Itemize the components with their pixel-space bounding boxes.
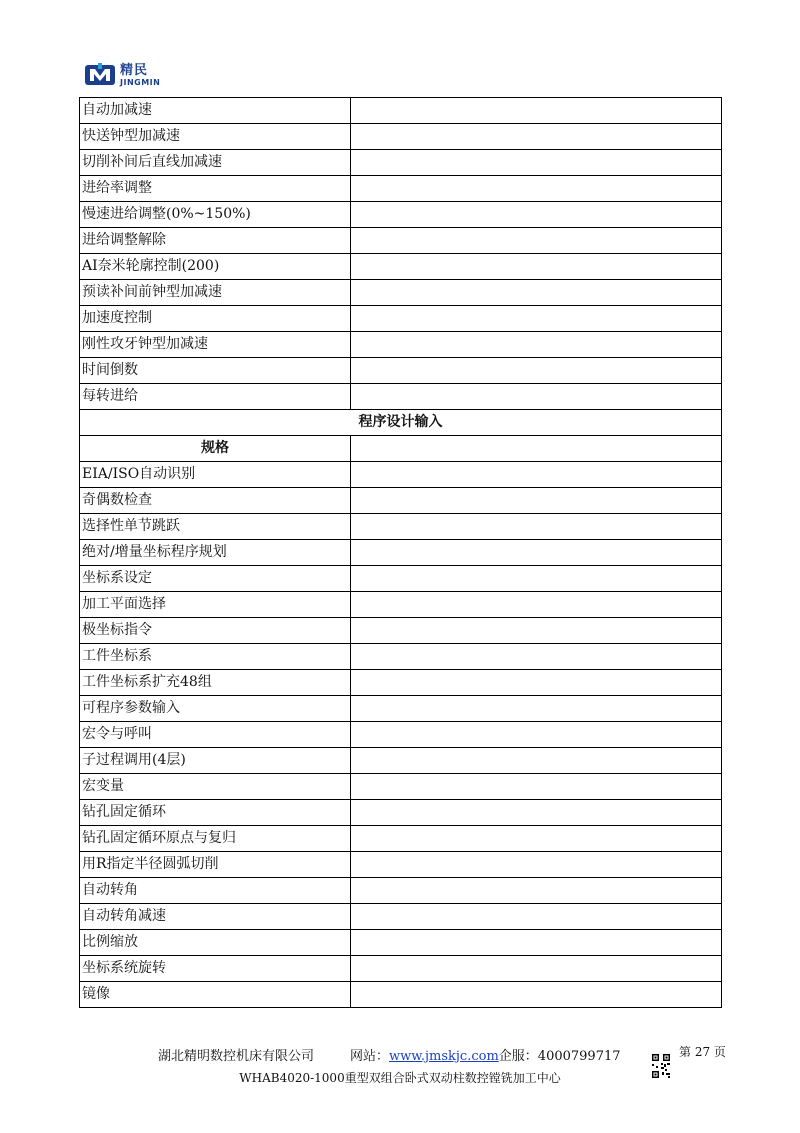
logo-english-text: JINGMIN xyxy=(120,77,161,87)
spec-item: AI奈米轮廓控制(200) xyxy=(80,254,351,280)
spec-item: 自动转角减速 xyxy=(80,904,351,930)
spec-item: 自动转角 xyxy=(80,878,351,904)
spec-item: EIA/ISO自动识别 xyxy=(80,462,351,488)
spec-value-cell xyxy=(351,332,722,358)
table-row xyxy=(80,228,722,254)
spec-value-cell xyxy=(351,748,722,774)
footer-tel: 4000799717 xyxy=(537,1049,621,1064)
spec-value-cell xyxy=(351,566,722,592)
table-row xyxy=(80,592,722,618)
spec-item: 加工平面选择 xyxy=(80,592,351,618)
footer-product: WHAB4020-1000重型双组合卧式双动柱数控镗铣加工中心 xyxy=(239,1071,561,1085)
spec-item: 宏令与呼叫 xyxy=(80,722,351,748)
spec-item: 选择性单节跳跃 xyxy=(80,514,351,540)
page-number: 第 27 页 xyxy=(679,1045,726,1059)
table-row xyxy=(80,644,722,670)
table-row xyxy=(80,202,722,228)
table-row xyxy=(80,150,722,176)
spec-value-cell xyxy=(351,826,722,852)
table-row xyxy=(80,566,722,592)
spec-section xyxy=(80,410,722,462)
spec-item: 慢速进给调整(0%~150%) xyxy=(80,202,351,228)
spec-value-cell xyxy=(351,280,722,306)
table-row xyxy=(80,878,722,904)
section-row xyxy=(80,410,722,436)
table-row xyxy=(80,384,722,410)
spec-value-cell xyxy=(351,228,722,254)
spec-item: 极坐标指令 xyxy=(80,618,351,644)
table-row xyxy=(80,956,722,982)
spec-table-body-a xyxy=(80,98,722,410)
spec-value-cell xyxy=(351,124,722,150)
table-row xyxy=(80,540,722,566)
spec-item: 切削补间后直线加减速 xyxy=(80,150,351,176)
table-row xyxy=(80,488,722,514)
table-row xyxy=(80,748,722,774)
spec-item: 奇偶数检查 xyxy=(80,488,351,514)
spec-value-cell xyxy=(351,540,722,566)
footer-company: 湖北精明数控机床有限公司 xyxy=(158,1049,315,1064)
table-row xyxy=(80,930,722,956)
table-row xyxy=(80,514,722,540)
table-row xyxy=(80,332,722,358)
table-row xyxy=(80,904,722,930)
table-row xyxy=(80,982,722,1008)
table-row xyxy=(80,358,722,384)
spec-item: 快送钟型加减速 xyxy=(80,124,351,150)
value-column-header xyxy=(351,436,722,462)
spec-value-cell xyxy=(351,384,722,410)
spec-item: 比例缩放 xyxy=(80,930,351,956)
spec-item: 每转进给 xyxy=(80,384,351,410)
spec-item: 钻孔固定循环 xyxy=(80,800,351,826)
spec-value-cell xyxy=(351,774,722,800)
spec-column-header: 规格 xyxy=(80,436,351,462)
spec-value-cell xyxy=(351,98,722,124)
table-row xyxy=(80,800,722,826)
table-row xyxy=(80,670,722,696)
spec-item: 用R指定半径圆弧切削 xyxy=(80,852,351,878)
spec-item: 坐标系设定 xyxy=(80,566,351,592)
spec-item: 子过程调用(4层) xyxy=(80,748,351,774)
spec-table-body-b xyxy=(80,462,722,1008)
spec-value-cell xyxy=(351,982,722,1008)
spec-item: 镜像 xyxy=(80,982,351,1008)
spec-item: 时间倒数 xyxy=(80,358,351,384)
spec-value-cell xyxy=(351,306,722,332)
section-title: 程序设计输入 xyxy=(80,410,722,436)
spec-item: 工件坐标系扩充48组 xyxy=(80,670,351,696)
spec-item: 进给率调整 xyxy=(80,176,351,202)
spec-item: 加速度控制 xyxy=(80,306,351,332)
brand-logo xyxy=(84,60,160,90)
spec-value-cell xyxy=(351,800,722,826)
footer-site-label: 网站： xyxy=(350,1049,390,1064)
spec-value-cell xyxy=(351,696,722,722)
table-row xyxy=(80,98,722,124)
spec-value-cell xyxy=(351,644,722,670)
table-row xyxy=(80,462,722,488)
table-row xyxy=(80,722,722,748)
logo-chinese-text: 精民 xyxy=(120,62,149,78)
spec-value-cell xyxy=(351,514,722,540)
spec-value-cell xyxy=(351,722,722,748)
spec-item: 可程序参数输入 xyxy=(80,696,351,722)
spec-value-cell xyxy=(351,592,722,618)
spec-item: 绝对/增量坐标程序规划 xyxy=(80,540,351,566)
spec-item: 坐标系统旋转 xyxy=(80,956,351,982)
table-row xyxy=(80,124,722,150)
spec-table xyxy=(79,97,722,1008)
table-row xyxy=(80,852,722,878)
footer-tel-label: 企服： xyxy=(498,1049,538,1064)
table-row xyxy=(80,618,722,644)
spec-value-cell xyxy=(351,254,722,280)
spec-value-cell xyxy=(351,462,722,488)
spec-value-cell xyxy=(351,878,722,904)
spec-item: 钻孔固定循环原点与复归 xyxy=(80,826,351,852)
table-row xyxy=(80,280,722,306)
spec-value-cell xyxy=(351,488,722,514)
table-row xyxy=(80,826,722,852)
table-row xyxy=(80,774,722,800)
footer-site xyxy=(350,1045,621,1064)
spec-item: 宏变量 xyxy=(80,774,351,800)
table-row xyxy=(80,254,722,280)
spec-value-cell xyxy=(351,150,722,176)
table-row xyxy=(80,696,722,722)
spec-value-cell xyxy=(351,852,722,878)
table-row xyxy=(80,306,722,332)
spec-value-cell xyxy=(351,202,722,228)
spec-item: 进给调整解除 xyxy=(80,228,351,254)
jingmin-logo-icon xyxy=(84,62,116,88)
spec-item: 刚性攻牙钟型加减速 xyxy=(80,332,351,358)
spec-value-cell xyxy=(351,930,722,956)
spec-value-cell xyxy=(351,618,722,644)
spec-item: 工件坐标系 xyxy=(80,644,351,670)
spec-item: 自动加减速 xyxy=(80,98,351,124)
spec-value-cell xyxy=(351,176,722,202)
spec-value-cell xyxy=(351,670,722,696)
subheader-row xyxy=(80,436,722,462)
spec-value-cell xyxy=(351,358,722,384)
spec-value-cell xyxy=(351,904,722,930)
footer-website-link[interactable]: www.jmskjc.com xyxy=(389,1049,499,1064)
spec-item: 预读补间前钟型加减速 xyxy=(80,280,351,306)
table-row xyxy=(80,176,722,202)
spec-value-cell xyxy=(351,956,722,982)
